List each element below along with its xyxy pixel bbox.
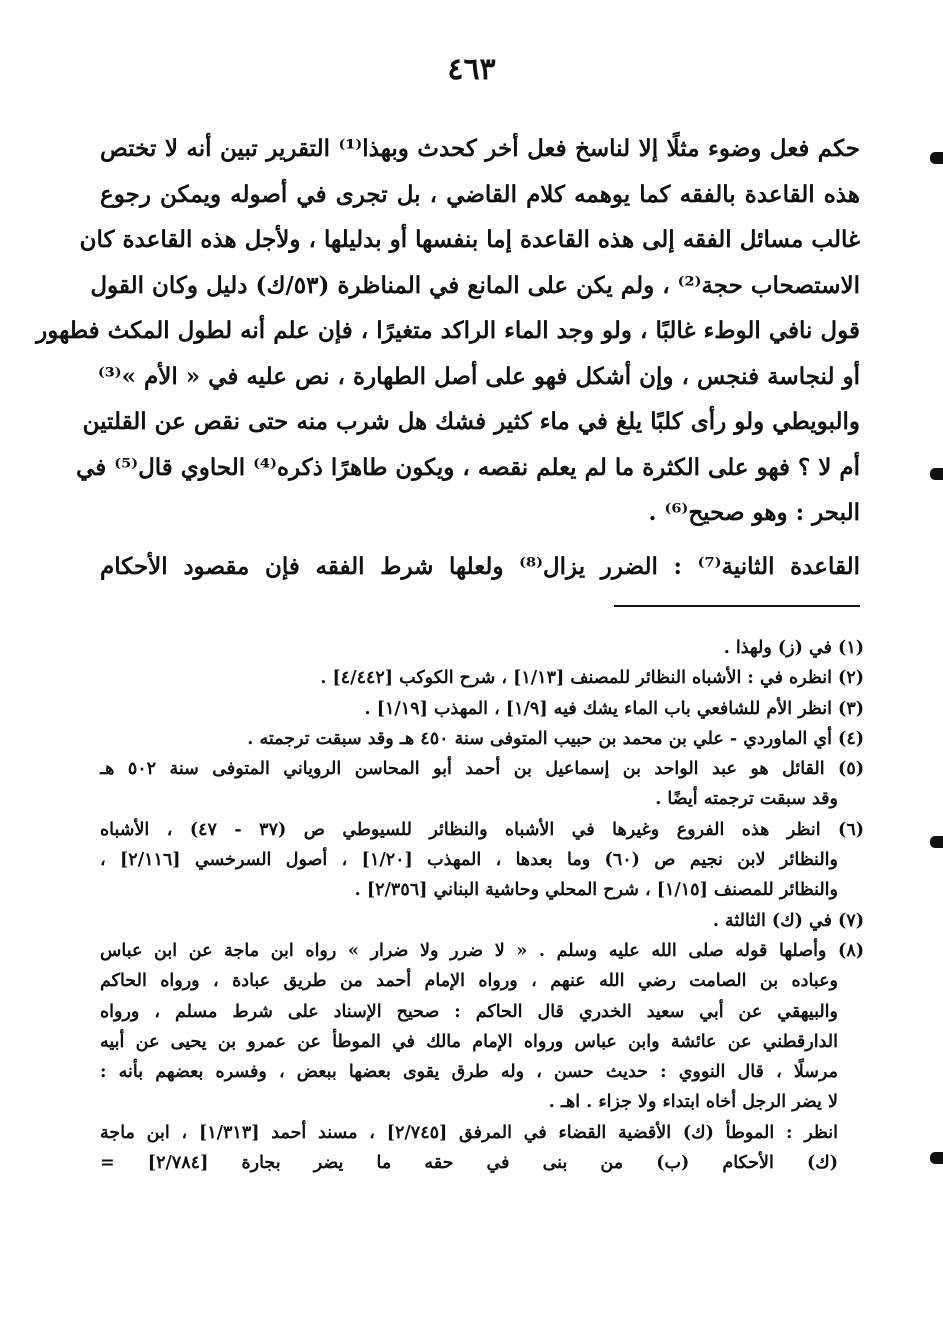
footnote-4: (٤) أي الماوردي - علي بن محمد بن حبيب المتوفى سنة ٤٥٠ هـ وقد سبقت ترجمته . [247,728,864,749]
footnote-7: (٧) في (ك) الثالثة . [712,910,864,931]
footnote-6: (٦) انظر هذه الفروع وغيرها في الأشباه والنظائر للسيوطي ص (٣٧ - ٤٧) ، الأشباه [100,819,865,840]
text-line: البحر : وهو صحيح⁽⁶⁾ . [648,499,860,526]
text-line: أو لنجاسة فنجس ، وإن أشكل فهو على أصل الطهارة ، نص عليه في « الأم »⁽³⁾ [97,362,860,390]
footnote-8-continued: الدارقطني عن عائشة وابن عباس ورواه الإمام مالك في الموطأ عن عمرو بن يحيى عن أبيه [100,1031,838,1052]
footnote-8-continued: والبيهقي عن أبي سعيد الخدري قال الحاكم : صحيح الإسناد على شرط مسلم ، ورواه [100,1001,838,1022]
footnote-1: (١) في (ز) ولهذا . [723,638,864,658]
text-line: غالب مسائل الفقه إلى هذه القاعدة إما بنفسها أو بدليلها ، ولأجل هذه القاعدة كان [79,226,860,253]
text-line: قول نافي الوطء غالبًا ، ولو وجد الماء الراكد متغيرًا ، فإن علم أنه لطول المكث فطهور [36,317,860,344]
footnote-8-references: انظر : الموطأ (ك) الأقضية القضاء في المرفق [٢/٧٤٥] ، مسند أحمد [١/٣١٣] ، ابن ماجة [100,1122,839,1143]
footnote-8-continued: لا يضر الرجل أخاه ابتداء ولا جزاء . اهـ . [548,1092,838,1113]
footnote-8-references: (ك) الأحكام (ب) من بنى في حقه ما يضر بجارة [٢/٧٨٤] = [100,1153,838,1174]
scan-edge-mark [930,1152,943,1164]
rule-heading-line: القاعدة الثانية⁽⁷⁾ : الضرر يزال⁽⁸⁾ ولعلها شرط الفقه فإن مقصود الأحكام [100,552,861,580]
footnote-6-continued: والنظائر للمصنف [١/١٥] ، شرح المحلي وحاشية البناني [٢/٣٥٦] . [354,880,838,901]
text-line: الاستصحاب حجة⁽²⁾ ، ولم يكن على المانع في المناظرة (٥٣/ك) دليل وكان القول [90,271,860,299]
footnote-2: (٢) انظره في : الأشباه النظائر للمصنف [١/١٣] ، شرح الكوكب [٤/٤٤٢] . [320,668,864,689]
text-line: حكم فعل وضوء مثلًا إلا لناسخ فعل أخر كحدث وبهذا⁽¹⁾ التقرير تبين أنه لا تختص [100,135,861,162]
main-text-body [36,126,861,589]
footnote-8-continued: مرسلًا ، قال النووي : حديث حسن ، وله طرق يقوى بعضها ببعض ، وفسره بعضهم بأنه : [100,1062,838,1083]
footnote-5: (٥) القائل هو عبد الواحد بن إسماعيل بن أحمد أبو المحاسن الروياني المتوفى سنة ٥٠٢ هـ [100,759,864,780]
footnotes [100,633,864,1178]
footnote-3: (٣) انظر الأم للشافعي باب الماء يشك فيه [١/٩] ، المهذب [١/١٩] . [364,698,864,719]
page-number: ٤٦٣ [447,52,496,87]
footnote-8-continued: وعباده بن الصامت رضي الله عنهم ، ورواه الإمام أحمد من طريق عبادة ، ورواه الحاكم [100,971,838,992]
scan-edge-mark [930,152,943,164]
footnote-6-continued: والنظائر لابن نجيم ص (٦٠) وما بعدها ، المهذب [١/٢٠] ، أصول السرخسي [٢/١١٦] ، [100,850,838,871]
text-line: والبويطي ولو رأى كلبًا يلغ في ماء كثير فشك هل شرب منه حتى نقص عن القلتين [82,408,860,435]
footnote-separator [614,605,860,607]
text-line: هذه القاعدة بالفقه كما يوهمه كلام القاضي ، بل تجرى في أصوله ويمكن رجوع [100,180,860,208]
scan-edge-mark [930,836,943,848]
scan-edge-mark [930,468,943,480]
footnote-5-continued: وقد سبقت ترجمته أيضًا . [655,789,838,810]
text-line: أم لا ؟ فهو على الكثرة ما لم يعلم نقصه ، ويكون طاهرًا ذكره⁽⁴⁾ الحاوي قال⁽⁵⁾ في [76,453,860,481]
footnote-8: (٨) وأصلها قوله صلى الله عليه وسلم . « لا ضرر ولا ضرار » رواه ابن ماجة عن ابن عباس [100,940,864,961]
